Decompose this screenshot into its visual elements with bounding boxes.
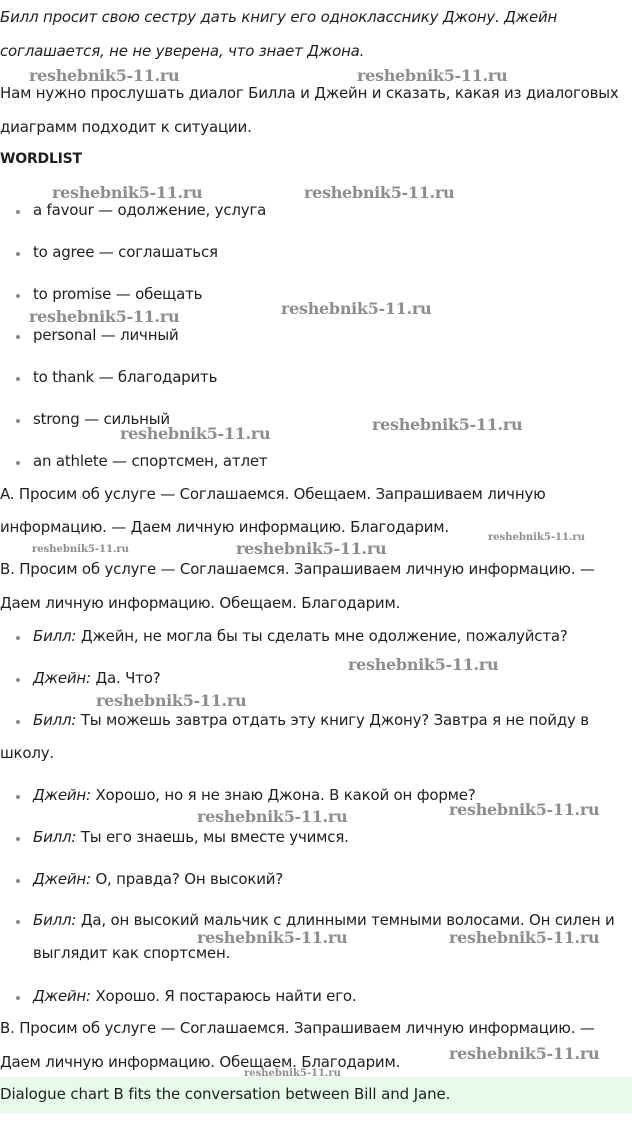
watermark: reshebnik5-11.ru (32, 544, 129, 555)
conclusion-line: Даем личную информацию. Обещаем. Благодарим. (0, 1053, 401, 1071)
bullet-icon (16, 210, 20, 214)
bullet-icon (16, 294, 20, 298)
watermark: reshebnik5-11.ru (236, 539, 387, 558)
bullet-icon (16, 920, 20, 924)
bullet-icon (16, 335, 20, 339)
dialogue-text: Да. Что? (90, 669, 161, 687)
answer-box (0, 1077, 632, 1113)
watermark: reshebnik5-11.ru (197, 807, 348, 826)
speaker-name: Джейн: (33, 669, 91, 687)
conclusion-line: B. Просим об услуге — Соглашаемся. Запрашиваем личную информацию. — (0, 1019, 595, 1037)
watermark: reshebnik5-11.ru (449, 800, 600, 819)
bullet-icon (16, 879, 20, 883)
bullet-icon (16, 678, 20, 682)
task-line: Нам нужно прослушать диалог Билла и Джейн и сказать, какая из диалоговых (0, 84, 619, 102)
intro-line: Билл просит свою сестру дать книгу его однокласснику Джону. Джейн (0, 8, 558, 26)
dialogue-text: Да, он высокий мальчик с длинными темными волосами. Он силен и (76, 911, 615, 929)
answer-text: Dialogue chart B fits the conversation between Bill and Jane. (0, 1085, 451, 1103)
bullet-icon (16, 252, 20, 256)
chart-a-line: информацию. — Даем личную информацию. Благодарим. (0, 518, 449, 536)
bullet-icon (16, 461, 20, 465)
bullet-icon (16, 377, 20, 381)
speaker-name: Билл: (33, 828, 77, 846)
watermark: reshebnik5-11.ru (357, 66, 508, 85)
watermark: reshebnik5-11.ru (120, 424, 271, 443)
watermark: reshebnik5-11.ru (449, 1044, 600, 1063)
watermark: reshebnik5-11.ru (372, 415, 523, 434)
dialogue-text-continued: школу. (0, 744, 54, 762)
watermark: reshebnik5-11.ru (281, 299, 432, 318)
intro-line: соглашается, не не уверена, что знает Джона. (0, 42, 365, 60)
watermark: reshebnik5-11.ru (449, 928, 600, 947)
watermark: reshebnik5-11.ru (52, 183, 203, 202)
speaker-name: Билл: (33, 911, 77, 929)
watermark: reshebnik5-11.ru (488, 532, 585, 543)
dialogue-text: О, правда? Он высокий? (90, 870, 284, 888)
dialogue-text: Джейн, не могла бы ты сделать мне одолжение, пожалуйста? (76, 627, 568, 645)
dialogue-text: Ты можешь завтра отдать эту книгу Джону? Завтра я не пойду в (76, 711, 589, 729)
watermark: reshebnik5-11.ru (348, 655, 499, 674)
chart-a-line: A. Просим об услуге — Соглашаемся. Обещаем. Запрашиваем личную (0, 485, 546, 503)
speaker-name: Билл: (33, 711, 77, 729)
bullet-icon (16, 636, 20, 640)
dialogue-text: Ты его знаешь, мы вместе учимся. (76, 828, 349, 846)
watermark: reshebnik5-11.ru (304, 183, 455, 202)
dialogue-text: Хорошо, но я не знаю Джона. В какой он форме? (90, 786, 476, 804)
bullet-icon (16, 837, 20, 841)
watermark: reshebnik5-11.ru (197, 928, 348, 947)
bullet-icon (16, 720, 20, 724)
watermark: reshebnik5-11.ru (29, 307, 180, 326)
bullet-icon (16, 996, 20, 1000)
speaker-name: Билл: (33, 627, 77, 645)
speaker-name: Джейн: (33, 786, 91, 804)
bullet-icon (16, 419, 20, 423)
watermark: reshebnik5-11.ru (244, 1068, 341, 1079)
watermark: reshebnik5-11.ru (29, 66, 180, 85)
task-line: диаграмм подходит к ситуации. (0, 118, 252, 136)
speaker-name: Джейн: (33, 870, 91, 888)
chart-b-line: Даем личную информацию. Обещаем. Благодарим. (0, 594, 401, 612)
speaker-name: Джейн: (33, 987, 91, 1005)
chart-b-line: B. Просим об услуге — Соглашаемся. Запрашиваем личную информацию. — (0, 560, 595, 578)
watermark: reshebnik5-11.ru (96, 691, 247, 710)
wordlist-title: WORDLIST (0, 151, 82, 167)
bullet-icon (16, 795, 20, 799)
dialogue-text-continued: выглядит как спортсмен. (33, 944, 231, 962)
dialogue-text: Хорошо. Я постараюсь найти его. (90, 987, 357, 1005)
